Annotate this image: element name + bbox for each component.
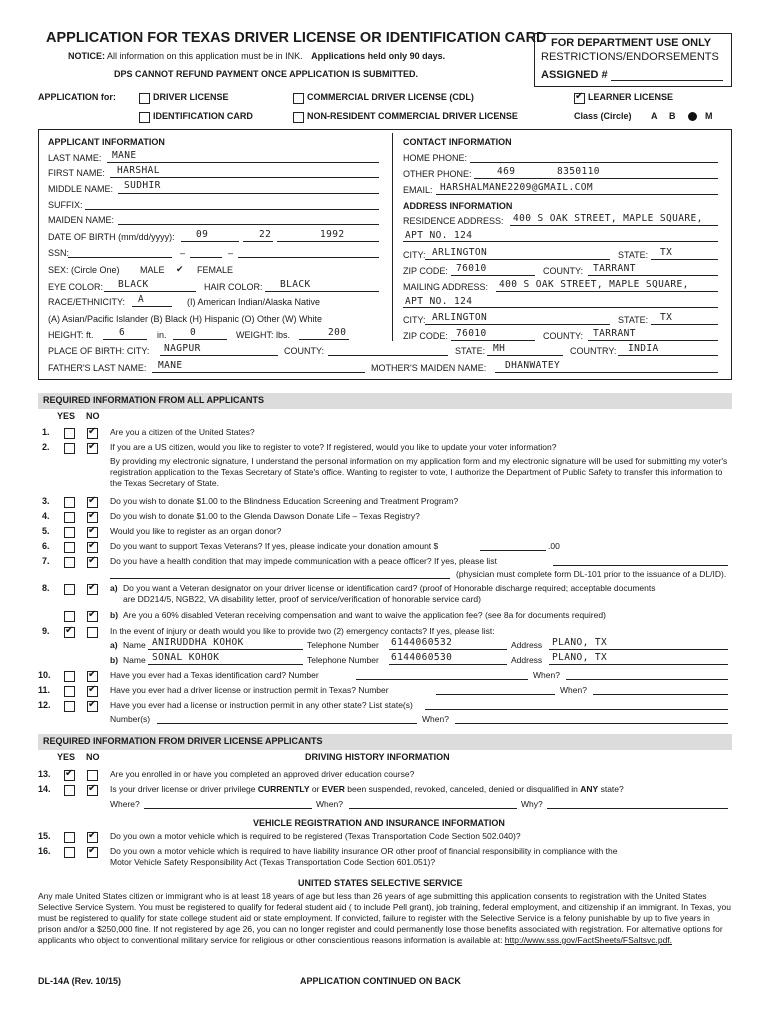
selective-service-text: Any male United States citizen or immigrant who is at least 18 years of age but less than 26 years of age submitting this application consents to registration with the United States Selective Service System. You must be registered to qualify for federal student aid ( to include Pell grant), job training, federal employment, and citizenship if an immigrant. In Texas, you must be registered to qualify for state college student aid or state employment. If convicted, failure to register with the Selective Service is a felony punishable by up to five years in prison and/or a $250,000 fine. If not registered by age 26, you can no longer register and could permanently lose those benefits associated with registration. For alternative options for applicants who object to conventional military service for religious or other conscientious reasons information is available at: bbox=[38, 891, 731, 945]
q14-text-c: or bbox=[309, 784, 322, 794]
state-line bbox=[651, 259, 718, 260]
q14-text bbox=[110, 784, 624, 794]
race-options-1: (I) American Indian/Alaska Native bbox=[187, 297, 321, 307]
section1-heading: REQUIRED INFORMATION FROM ALL APPLICANTS bbox=[43, 395, 264, 405]
mailing-state-value[interactable]: TX bbox=[660, 312, 673, 323]
ssn-dash2: – bbox=[228, 248, 234, 258]
q11-yes-checkbox[interactable] bbox=[64, 686, 75, 697]
ec2-tel-line bbox=[389, 664, 507, 665]
eye-color-line bbox=[104, 291, 196, 292]
middle-name-label: MIDDLE NAME: bbox=[48, 184, 114, 194]
ec2-addr-line bbox=[549, 664, 728, 665]
q1-no-checkbox[interactable] bbox=[87, 428, 98, 439]
q2-text: If you are a US citizen, would you like to register to vote? If registered, would you like to update your voter information? bbox=[110, 442, 557, 452]
city-line bbox=[425, 259, 610, 260]
father-value[interactable]: MANE bbox=[158, 360, 183, 371]
race-line bbox=[132, 306, 172, 307]
city-label: CITY: bbox=[403, 250, 426, 260]
selective-service-paragraph bbox=[38, 891, 732, 946]
q7-yes-checkbox[interactable] bbox=[64, 557, 75, 568]
q7-number: 7. bbox=[42, 556, 50, 566]
mailing-city-label: CITY: bbox=[403, 315, 426, 325]
mother-label: MOTHER'S MAIDEN NAME: bbox=[371, 363, 487, 373]
q7-no-checkbox[interactable] bbox=[87, 557, 98, 568]
mother-value[interactable]: DHANWATEY bbox=[505, 360, 561, 371]
suffix-line[interactable] bbox=[85, 209, 379, 210]
height-in-label: in. bbox=[157, 330, 167, 340]
q10-number-line[interactable] bbox=[356, 679, 528, 680]
section1-no: NO bbox=[86, 411, 100, 421]
mailing-line2 bbox=[403, 307, 718, 308]
q14-yes-checkbox[interactable] bbox=[64, 785, 75, 796]
q7-text: Do you have a health condition that may impede communication with a peace officer? If yes, please list bbox=[110, 556, 497, 566]
q11-when-line[interactable] bbox=[593, 694, 728, 695]
selective-service-heading: UNITED STATES SELECTIVE SERVICE bbox=[298, 878, 463, 888]
mailing-zip-label: ZIP CODE: bbox=[403, 331, 448, 341]
ssn-part2[interactable] bbox=[190, 257, 222, 258]
weight-line bbox=[299, 339, 349, 340]
mailing-county-line bbox=[588, 340, 718, 341]
q10-number: 10. bbox=[38, 670, 51, 680]
q14-any: ANY bbox=[580, 784, 599, 794]
sex-label: SEX: (Circle One) bbox=[48, 265, 120, 275]
q14-currently: CURRENTLY bbox=[257, 784, 310, 794]
other-phone-number[interactable]: 8350110 bbox=[557, 166, 600, 177]
pob-state-label: STATE: bbox=[455, 346, 486, 356]
q8a-yes-checkbox[interactable] bbox=[64, 584, 75, 595]
father-label: FATHER'S LAST NAME: bbox=[48, 363, 147, 373]
q8a-text: Do you want a Veteran designator on your driver license or identification card? (proof of Honorable discharge required; acceptable documents bbox=[123, 583, 656, 593]
q6-amount-line[interactable] bbox=[480, 550, 546, 551]
mother-line bbox=[495, 372, 718, 373]
residence-line2 bbox=[403, 241, 718, 242]
mailing-value-1[interactable]: 400 S OAK STREET, MAPLE SQUARE, bbox=[499, 279, 689, 290]
q15-yes-checkbox[interactable] bbox=[64, 832, 75, 843]
ec1-name-value[interactable]: ANIRUDDHA KOHOK bbox=[152, 637, 244, 648]
email-line bbox=[436, 194, 718, 195]
q14-when: When? bbox=[316, 799, 343, 809]
q4-number: 4. bbox=[42, 511, 50, 521]
ec2-addr-value[interactable]: PLANO, TX bbox=[552, 652, 608, 663]
applicant-heading: APPLICANT INFORMATION bbox=[48, 137, 165, 147]
restrictions-label: RESTRICTIONS/ENDORSEMENTS bbox=[541, 51, 719, 63]
q5-no-checkbox[interactable] bbox=[87, 527, 98, 538]
q9-text: In the event of injury or death would you like to provide two (2) emergency contacts? If yes, please list: bbox=[110, 626, 495, 636]
maiden-name-label: MAIDEN NAME: bbox=[48, 215, 115, 225]
checkbox-nonresident-cdl[interactable] bbox=[293, 112, 304, 123]
zip-value[interactable]: 76010 bbox=[456, 263, 487, 274]
mailing-zip-value[interactable]: 76010 bbox=[456, 328, 487, 339]
q15-text: Do you own a motor vehicle which is required to be registered (Texas Transportation Code Section 502.040)? bbox=[110, 831, 521, 841]
q3-no-checkbox[interactable] bbox=[87, 497, 98, 508]
q2-yes-checkbox[interactable] bbox=[64, 443, 75, 454]
dob-yyyy-line bbox=[277, 241, 379, 242]
q16-text-2: Motor Vehicle Safety Responsibility Act (Texas Transportation Code Section 601.051)? bbox=[110, 857, 436, 867]
q6-no-checkbox[interactable] bbox=[87, 542, 98, 553]
q11-when: When? bbox=[560, 685, 587, 695]
hair-color-label: HAIR COLOR: bbox=[204, 282, 263, 292]
checkbox-driver-license[interactable] bbox=[139, 93, 150, 104]
q8a-no-checkbox[interactable] bbox=[87, 584, 98, 595]
mailing-line1 bbox=[496, 291, 718, 292]
q8b-text: Are you a 60% disabled Veteran receiving compensation and want to waive the application fee? (see 8a for documents required) bbox=[123, 610, 606, 620]
other-phone-line bbox=[474, 178, 718, 179]
q11-number-line[interactable] bbox=[436, 694, 555, 695]
q14-when-line[interactable] bbox=[349, 808, 517, 809]
q8b-label: b) bbox=[110, 610, 119, 620]
q12-number: 12. bbox=[38, 700, 51, 710]
q10-when-line[interactable] bbox=[566, 679, 728, 680]
residence-value-1[interactable]: 400 S OAK STREET, MAPLE SQUARE, bbox=[513, 213, 703, 224]
q11-no-checkbox[interactable] bbox=[87, 686, 98, 697]
mailing-state-line bbox=[651, 324, 718, 325]
mailing-state-label: STATE: bbox=[618, 315, 649, 325]
q12-numbers-line[interactable] bbox=[157, 723, 417, 724]
height-ft-line bbox=[103, 339, 147, 340]
ec1-tel-value[interactable]: 6144060532 bbox=[391, 637, 453, 648]
driving-history-heading: DRIVING HISTORY INFORMATION bbox=[305, 752, 450, 762]
refund-notice: DPS CANNOT REFUND PAYMENT ONCE APPLICATION IS SUBMITTED. bbox=[114, 69, 419, 79]
q12-numbers-label: Number(s) bbox=[110, 714, 151, 724]
maiden-name-line[interactable] bbox=[118, 224, 379, 225]
race-value[interactable]: A bbox=[138, 294, 145, 305]
dob-year[interactable]: 1992 bbox=[320, 229, 345, 240]
sex-check-mark: ✔ bbox=[176, 264, 184, 274]
section2-no: NO bbox=[86, 752, 100, 762]
q6-yes-checkbox[interactable] bbox=[64, 542, 75, 553]
mailing-county-label: COUNTY: bbox=[543, 331, 584, 341]
pob-county-line[interactable] bbox=[328, 355, 448, 356]
suffix-label: SUFFIX: bbox=[48, 200, 83, 210]
height-in-value[interactable]: 0 bbox=[190, 327, 197, 338]
q14-why: Why? bbox=[521, 799, 543, 809]
mailing-label: MAILING ADDRESS: bbox=[403, 282, 489, 292]
q14-text-e: been suspended, revoked, canceled, denied or disqualified in bbox=[344, 784, 581, 794]
q12-states-line[interactable] bbox=[425, 709, 728, 710]
q4-text: Do you wish to donate $1.00 to the Glenda Dawson Donate Life – Texas Registry? bbox=[110, 511, 420, 521]
ssn-part3[interactable] bbox=[238, 257, 379, 258]
q14-text-g: state? bbox=[598, 784, 624, 794]
eye-color-value[interactable]: BLACK bbox=[118, 279, 149, 290]
ssn-label: SSN: bbox=[48, 248, 70, 258]
q2-paragraph: By providing my electronic signature, I understand the personal information on my application form and my electronic signature will be used for submitting my voter's registration application to the Texas Secretary of State's office. Wanting to register to vote, I authorize the Department of Public Safety to transfer this information to the Texas Secretary of State. bbox=[110, 456, 728, 488]
q7-note: (physician must complete form DL-101 prior to the issuance of a DL/ID). bbox=[456, 569, 727, 579]
q5-number: 5. bbox=[42, 526, 50, 536]
q12-no-checkbox[interactable] bbox=[87, 701, 98, 712]
city-value[interactable]: ARLINGTON bbox=[432, 247, 488, 258]
ec2-addr-label: Address bbox=[511, 655, 543, 665]
option-cdl: COMMERCIAL DRIVER LICENSE (CDL) bbox=[307, 92, 474, 102]
class-label: Class (Circle) bbox=[574, 111, 632, 121]
q8a-text-2: are DD214/5, NGB22, VA disability letter, proof of service/verification of honorable service card) bbox=[123, 594, 481, 604]
email-value[interactable]: HARSHALMANE2209@GMAIL.COM bbox=[440, 182, 593, 193]
q3-number: 3. bbox=[42, 496, 50, 506]
application-for-label: APPLICATION for: bbox=[38, 92, 116, 102]
class-m[interactable]: M bbox=[705, 111, 713, 121]
dob-day[interactable]: 22 bbox=[259, 229, 272, 240]
class-a[interactable]: A bbox=[651, 111, 658, 121]
pob-city-value[interactable]: NAGPUR bbox=[164, 343, 201, 354]
q11-text: Have you ever had a driver license or instruction permit in Texas? Number bbox=[110, 685, 389, 695]
q10-text: Have you ever had a Texas identification card? Number bbox=[110, 670, 319, 680]
q5-text: Would you like to register as an organ donor? bbox=[110, 526, 282, 536]
q2-no-checkbox[interactable] bbox=[87, 443, 98, 454]
q8b-yes-checkbox[interactable] bbox=[64, 611, 75, 622]
sex-female[interactable]: FEMALE bbox=[197, 265, 234, 275]
ec1-name-line bbox=[148, 649, 303, 650]
dob-label: DATE OF BIRTH (mm/dd/yyyy): bbox=[48, 232, 175, 242]
notice-bold: Applications held only 90 days. bbox=[311, 51, 446, 61]
mailing-zip-line bbox=[451, 340, 535, 341]
dept-use-only: FOR DEPARTMENT USE ONLY bbox=[551, 37, 712, 49]
section1-yes: YES bbox=[57, 411, 76, 421]
continued-on-back: APPLICATION CONTINUED ON BACK bbox=[300, 976, 461, 986]
q16-yes-checkbox[interactable] bbox=[64, 847, 75, 858]
middle-name-value[interactable]: SUDHIR bbox=[124, 180, 161, 191]
weight-value[interactable]: 200 bbox=[328, 327, 347, 338]
contact-heading: CONTACT INFORMATION bbox=[403, 137, 512, 147]
notice bbox=[68, 51, 445, 61]
residence-value-2[interactable]: APT NO. 124 bbox=[405, 230, 473, 241]
state-label: STATE: bbox=[618, 250, 649, 260]
form-title: APPLICATION FOR TEXAS DRIVER LICENSE OR IDENTIFICATION CARD bbox=[46, 30, 547, 46]
section2-heading: REQUIRED INFORMATION FROM DRIVER LICENSE APPLICANTS bbox=[43, 736, 323, 746]
q15-no-checkbox[interactable] bbox=[87, 832, 98, 843]
q12-yes-checkbox[interactable] bbox=[64, 701, 75, 712]
ec1-tel-line bbox=[389, 649, 507, 650]
option-driver-license: DRIVER LICENSE bbox=[153, 92, 229, 102]
q6-number: 6. bbox=[42, 541, 50, 551]
hair-color-value[interactable]: BLACK bbox=[280, 279, 311, 290]
q6-cents: .00 bbox=[548, 541, 560, 551]
q13-no-checkbox[interactable] bbox=[87, 770, 98, 781]
q10-when: When? bbox=[533, 670, 560, 680]
class-circle-mark bbox=[688, 112, 697, 121]
weight-label: WEIGHT: lbs. bbox=[236, 330, 291, 340]
q12-when-line[interactable] bbox=[455, 723, 728, 724]
q14-why-line[interactable] bbox=[547, 808, 728, 809]
q4-no-checkbox[interactable] bbox=[87, 512, 98, 523]
selective-service-link[interactable]: http://www.sss.gov/FactSheets/FSaltsvc.pdf. bbox=[504, 935, 673, 945]
first-name-value[interactable]: HARSHAL bbox=[117, 165, 160, 176]
vehicle-heading: VEHICLE REGISTRATION AND INSURANCE INFORMATION bbox=[253, 818, 505, 828]
county-label: COUNTY: bbox=[543, 266, 584, 276]
q14-text-a: Is your driver license or driver privilege bbox=[110, 784, 258, 794]
q13-text: Are you enrolled in or have you completed an approved driver education course? bbox=[110, 769, 415, 779]
q3-text: Do you wish to donate $1.00 to the Blindness Education Screening and Treatment Program? bbox=[110, 496, 459, 506]
other-phone-area[interactable]: 469 bbox=[497, 166, 516, 177]
pob-country-value[interactable]: INDIA bbox=[628, 343, 659, 354]
height-label: HEIGHT: ft. bbox=[48, 330, 94, 340]
address-heading: ADDRESS INFORMATION bbox=[403, 201, 513, 211]
pob-county-label: COUNTY: bbox=[284, 346, 325, 356]
option-learner-license: LEARNER LICENSE bbox=[588, 92, 674, 102]
ec1-tel-label: Telephone Number bbox=[307, 640, 379, 650]
zip-line bbox=[451, 275, 535, 276]
mailing-value-2[interactable]: APT NO. 124 bbox=[405, 296, 473, 307]
ssn-dash1: – bbox=[180, 248, 186, 258]
q10-yes-checkbox[interactable] bbox=[64, 671, 75, 682]
notice-text: All information on this application must be in INK. bbox=[107, 51, 303, 61]
q8b-no-checkbox[interactable] bbox=[87, 611, 98, 622]
race-options-2: (A) Asian/Pacific Islander (B) Black (H) Hispanic (O) Other (W) White bbox=[48, 314, 323, 324]
pob-city-label: PLACE OF BIRTH: CITY: bbox=[48, 346, 150, 356]
email-label: EMAIL: bbox=[403, 185, 433, 195]
checkbox-learner-license[interactable] bbox=[574, 93, 585, 104]
checkbox-cdl[interactable] bbox=[293, 93, 304, 104]
q13-number: 13. bbox=[38, 769, 51, 779]
ec1-name-label: Name bbox=[123, 640, 146, 650]
ec2-name-label: Name bbox=[123, 655, 146, 665]
q12-when: When? bbox=[422, 714, 449, 724]
other-phone-label: OTHER PHONE: bbox=[403, 169, 472, 179]
county-value[interactable]: TARRANT bbox=[593, 263, 636, 274]
q4-yes-checkbox[interactable] bbox=[64, 512, 75, 523]
q5-yes-checkbox[interactable] bbox=[64, 527, 75, 538]
q1-number: 1. bbox=[42, 427, 50, 437]
zip-label: ZIP CODE: bbox=[403, 266, 448, 276]
q3-yes-checkbox[interactable] bbox=[64, 497, 75, 508]
section2-yes: YES bbox=[57, 752, 76, 762]
ec2-name-value[interactable]: SONAL KOHOK bbox=[152, 652, 220, 663]
q16-number: 16. bbox=[38, 846, 51, 856]
department-box bbox=[534, 33, 732, 87]
mailing-city-line bbox=[425, 324, 610, 325]
pob-state-value[interactable]: MH bbox=[493, 343, 506, 354]
pob-country-label: COUNTRY: bbox=[570, 346, 617, 356]
ec2-label: b) bbox=[110, 655, 119, 665]
q10-no-checkbox[interactable] bbox=[87, 671, 98, 682]
mailing-city-value[interactable]: ARLINGTON bbox=[432, 312, 488, 323]
q7-list-line2[interactable] bbox=[110, 578, 450, 579]
ec2-tel-value[interactable]: 6144060530 bbox=[391, 652, 453, 663]
state-value[interactable]: TX bbox=[660, 247, 673, 258]
last-name-value[interactable]: MANE bbox=[112, 150, 137, 161]
q9-no-checkbox[interactable] bbox=[87, 627, 98, 638]
dob-dd-line bbox=[243, 241, 273, 242]
option-nonresident-cdl: NON-RESIDENT COMMERCIAL DRIVER LICENSE bbox=[307, 111, 518, 121]
assigned-line[interactable] bbox=[611, 80, 723, 81]
class-b[interactable]: B bbox=[669, 111, 676, 121]
info-divider bbox=[392, 133, 393, 341]
ec2-tel-label: Telephone Number bbox=[307, 655, 379, 665]
ec1-addr-line bbox=[549, 649, 728, 650]
q7-list-line[interactable] bbox=[553, 565, 728, 566]
q6-text: Do you want to support Texas Veterans? If yes, please indicate your donation amount $ bbox=[110, 541, 439, 551]
pob-city-line bbox=[160, 355, 278, 356]
eye-color-label: EYE COLOR: bbox=[48, 282, 104, 292]
height-in-line bbox=[173, 339, 227, 340]
q9-yes-checkbox[interactable] bbox=[64, 627, 75, 638]
q14-no-checkbox[interactable] bbox=[87, 785, 98, 796]
q16-no-checkbox[interactable] bbox=[87, 847, 98, 858]
q15-number: 15. bbox=[38, 831, 51, 841]
ec1-addr-label: Address bbox=[511, 640, 543, 650]
county-line bbox=[588, 275, 718, 276]
dob-month[interactable]: 09 bbox=[196, 229, 209, 240]
q14-ever: EVER bbox=[321, 784, 345, 794]
residence-line1 bbox=[510, 225, 718, 226]
dob-mm-line bbox=[181, 241, 239, 242]
ec1-label: a) bbox=[110, 640, 118, 650]
pob-country-line bbox=[618, 355, 718, 356]
race-label: RACE/ETHNICITY: bbox=[48, 297, 126, 307]
q1-yes-checkbox[interactable] bbox=[64, 428, 75, 439]
q2-number: 2. bbox=[42, 442, 50, 452]
q1-text: Are you a citizen of the United States? bbox=[110, 427, 255, 437]
middle-name-line bbox=[118, 193, 379, 194]
last-name-label: LAST NAME: bbox=[48, 153, 102, 163]
assigned-label: ASSIGNED # bbox=[541, 69, 608, 81]
q14-where-line[interactable] bbox=[144, 808, 312, 809]
pob-state-line bbox=[487, 355, 563, 356]
q12-text: Have you ever had a license or instruction permit in any other state? List state(s) bbox=[110, 700, 413, 710]
home-phone-label: HOME PHONE: bbox=[403, 153, 468, 163]
checkbox-id-card[interactable] bbox=[139, 112, 150, 123]
notice-label: NOTICE: bbox=[68, 51, 105, 61]
form-id: DL-14A (Rev. 10/15) bbox=[38, 976, 122, 986]
ec1-addr-value[interactable]: PLANO, TX bbox=[552, 637, 608, 648]
q8a-label: a) bbox=[110, 583, 118, 593]
ssn-part1[interactable] bbox=[68, 257, 172, 258]
option-id-card: IDENTIFICATION CARD bbox=[153, 111, 253, 121]
height-ft-value[interactable]: 6 bbox=[119, 327, 126, 338]
q14-where: Where? bbox=[110, 799, 140, 809]
q16-text: Do you own a motor vehicle which is required to have liability insurance OR other proof of financial responsibility in compliance with the bbox=[110, 846, 618, 856]
q9-number: 9. bbox=[42, 626, 50, 636]
q8-number: 8. bbox=[42, 583, 50, 593]
first-name-line bbox=[110, 177, 379, 178]
last-name-line bbox=[107, 162, 379, 163]
residence-label: RESIDENCE ADDRESS: bbox=[403, 216, 504, 226]
hair-color-line bbox=[265, 291, 379, 292]
q14-number: 14. bbox=[38, 784, 51, 794]
father-line bbox=[152, 372, 365, 373]
q11-number: 11. bbox=[38, 685, 51, 695]
q13-yes-checkbox[interactable] bbox=[64, 770, 75, 781]
sex-male[interactable]: MALE bbox=[140, 265, 165, 275]
home-phone-line[interactable] bbox=[470, 162, 718, 163]
first-name-label: FIRST NAME: bbox=[48, 168, 105, 178]
ec2-name-line bbox=[148, 664, 303, 665]
mailing-county-value[interactable]: TARRANT bbox=[593, 328, 636, 339]
